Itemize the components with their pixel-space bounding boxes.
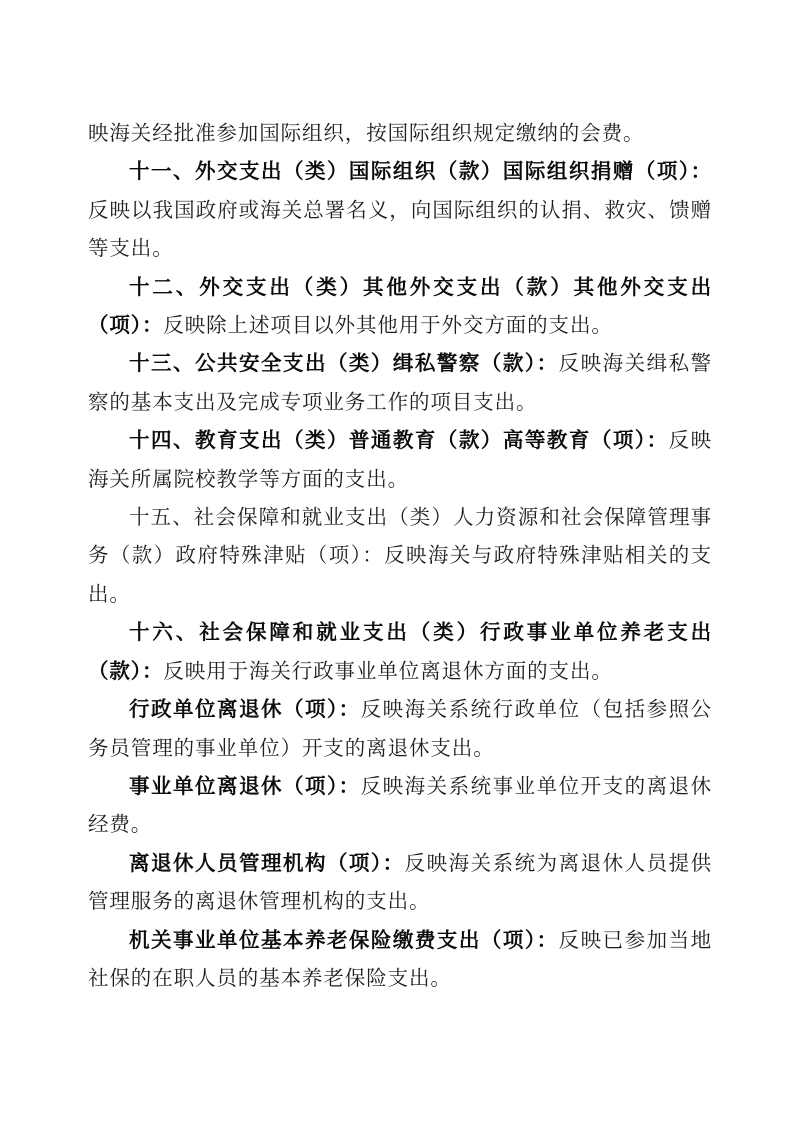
paragraph-body: 映海关经批准参加国际组织，按国际组织规定缴纳的会费。 bbox=[88, 121, 645, 145]
paragraph-retirement-agency bbox=[88, 844, 712, 921]
paragraph-body: 反映用于海关行政事业单位离退休方面的支出。 bbox=[163, 658, 613, 683]
document-page bbox=[88, 114, 712, 997]
paragraph-heading: 十六、社会保障和就业支出（类）行政事业单位养老支出（款）： bbox=[88, 620, 712, 683]
paragraph-body: 反映以我国政府或海关总署名义，向国际组织的认捐、救灾、馈赠等支出。 bbox=[88, 197, 712, 261]
paragraph-item-13 bbox=[88, 344, 712, 421]
paragraph-heading: 事业单位离退休（项）： bbox=[129, 773, 361, 798]
paragraph-body: 十五、社会保障和就业支出（类）人力资源和社会保障管理事务（款）政府特殊津贴（项）：反映海关与政府特殊津贴相关的支出。 bbox=[88, 505, 712, 606]
paragraph-admin-retirement bbox=[88, 690, 712, 767]
paragraph-heading: 十四、教育支出（类）普通教育（款）高等教育（项）： bbox=[129, 428, 669, 453]
paragraph-continuation bbox=[88, 114, 712, 152]
paragraph-pension-insurance bbox=[88, 921, 712, 998]
paragraph-heading: 离退休人员管理机构（项）： bbox=[129, 850, 405, 875]
paragraph-body: 反映海关系统为离退休人员提供管理服务的离退休管理机构的支出。 bbox=[88, 850, 712, 914]
paragraph-heading: 十二、外交支出（类）其他外交支出（款）其他外交支出（项）： bbox=[88, 274, 712, 338]
paragraph-item-14 bbox=[88, 421, 712, 498]
paragraph-item-15 bbox=[88, 498, 712, 613]
paragraph-body: 反映已参加当地社保的在职人员的基本养老保险支出。 bbox=[88, 927, 712, 990]
paragraph-item-11 bbox=[88, 152, 712, 267]
paragraph-item-12 bbox=[88, 268, 712, 345]
paragraph-body: 反映海关系统事业单位开支的离退休经费。 bbox=[88, 773, 712, 837]
paragraph-item-16 bbox=[88, 613, 712, 690]
paragraph-body: 反映海关系统行政单位（包括参照公务员管理的事业单位）开支的离退休支出。 bbox=[88, 697, 712, 760]
paragraph-heading: 十一、外交支出（类）国际组织（款）国际组织捐赠（项）： bbox=[129, 159, 712, 184]
paragraph-body: 反映海关缉私警察的基本支出及完成专项业务工作的项目支出。 bbox=[88, 351, 712, 414]
paragraph-body: 反映海关所属院校教学等方面的支出。 bbox=[88, 428, 712, 491]
paragraph-institution-retirement bbox=[88, 767, 712, 844]
paragraph-heading: 十三、公共安全支出（类）缉私警察（款）： bbox=[129, 351, 559, 376]
paragraph-heading: 机关事业单位基本养老保险缴费支出（项）： bbox=[129, 927, 559, 952]
paragraph-body: 反映除上述项目以外其他用于外交方面的支出。 bbox=[163, 313, 613, 338]
paragraph-heading: 行政单位离退休（项）： bbox=[129, 697, 361, 722]
